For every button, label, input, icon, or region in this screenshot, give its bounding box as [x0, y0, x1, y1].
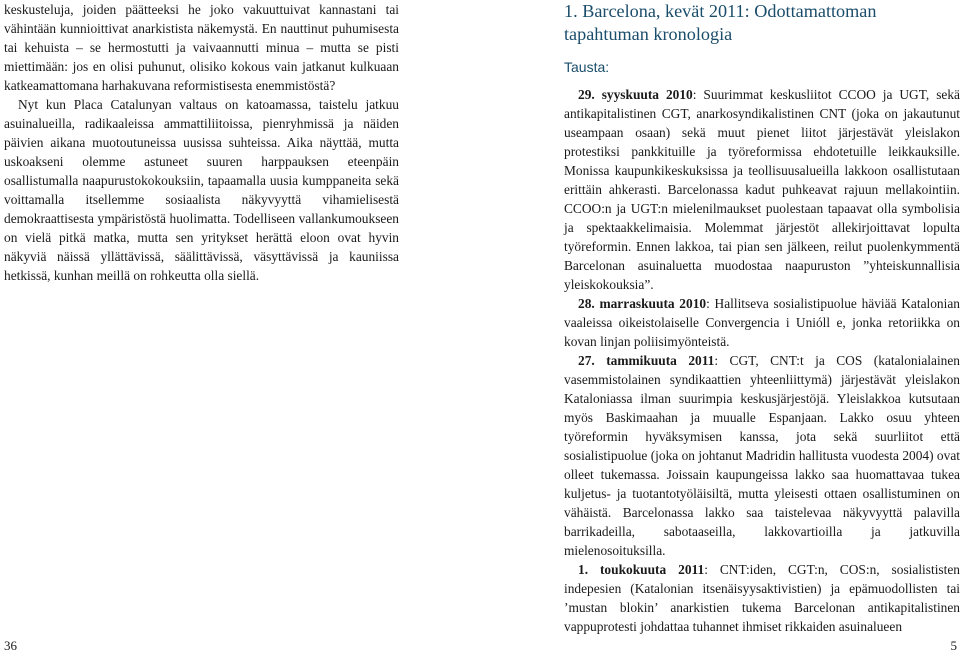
entry-date: 27. tammikuuta 2011 [578, 353, 715, 368]
page-number-left: 36 [4, 638, 17, 653]
entry-date: 28. marraskuuta 2010 [578, 296, 707, 311]
page-number-right: 5 [950, 638, 957, 653]
timeline-entry [564, 294, 960, 351]
paragraph: Nyt kun Placa Catalunyan valtaus on katoamassa, taistelu jatkuu asuinalueilla, radikaaleissa ammattiliitoissa, pienryhmissä ja näiden päivien aikana muotoutuneissa uusissa suhteissa. Aika näyttää, mutta uskoakseni olemme astuneet suuren harppauksen eteenpäin osallistumalla naapurustokokouksiin, tapaamalla uusia kumppaneita sekä voittamalla itsellemme sosiaalista näkyvyyttä vihamielisestä demokraattisesta ympäristöstä huolimatta. Todelliseen vallankumoukseen on vielä pitkä matka, mutta sen yritykset herättä eloon ovat hyvin näkyviä näissä yllättävissä, säälittävissä, väsyttävissä ja kauniissa hetkissä, kunhan meillä on rohkeutta olla siellä. [4, 97, 399, 283]
section-label: Tausta: [564, 59, 610, 75]
timeline-entry [564, 351, 960, 560]
entry-date: 29. syyskuuta 2010 [578, 87, 693, 102]
entry-text: : Hallitseva sosialistipuolue häviää Katalonian vaaleissa oikeistolaiselle Convergencia i Unióll e, jonka retoriikka on kovan linjan poliisimyönteistä. [564, 296, 960, 349]
chapter-title: 1. Barcelona, kevät 2011: Odottamattoman tapahtuman kronologia [564, 1, 877, 44]
right-page [480, 0, 960, 655]
entry-date: 1. toukokuuta 2011 [578, 562, 705, 577]
entry-text: : Suurimmat keskusliitot CCOO ja UGT, sekä antikapitalistinen CGT, anarkosyndikalistinen CNT (joka on jakautunut useampaan osaan) sekä muut pienet liitot järjestävät yleislakon protestiksi pankkituille ja työreformissa ehdotetuille leikkauksille. Monissa kaupunkikeskuksissa ja teollisuusalueilla lakkoon osallistutaan erittäin ahkerasti. Barcelonassa kadut puhkeavat rajuun mellakointiin. CCOO:n ja UGT:n mielenilmaukset puolestaan tapaavat olla symbolisia ja spektaakkelimaisia. Molemmat järjestöt allekirjoittavat lopulta työreformin. Ennen lakkoa, tai pian sen jälkeen, reilut puolenkymmentä Barcelonan asuinaluetta muodostaa naapuruston ”yhteiskunnallisia yleiskokouksia”. [564, 87, 960, 292]
entry-text: : CNT:iden, CGT:n, COS:n, sosialististen indepesien (Katalonian itsenäisyysaktivistien) ja epämuodollisten tai ’mustan blokin’ anarkistien tukema Barcelonan antikapitalistinen vappuprotesti johdattaa tuhannet ihmiset rikkaiden asuinalueen [564, 562, 960, 634]
timeline-entry [564, 560, 960, 636]
right-column-text [564, 0, 960, 636]
timeline-entry [564, 85, 960, 294]
entry-text: : CGT, CNT:t ja COS (katalonialainen vasemmistolainen syndikaattien yhteenliittymä) järjestävät yleislakon Kataloniassa ilman suurimpia keskusjärjestöjä. Yleislakkoa kutsutaan myös Baskimaahan ja muualle Espanjaan. Lakko osuu yhteen työreformin hyväksymisen kanssa, jota sekä suurliitot että sosialistipuolue (joka on johtanut Madridin hallitusta vuodesta 2004) ovat olleet tukemassa. Joissain kaupungeissa lakko saa huomattavaa tukea kuljetus- ja tuotantotyöläisiltä, mutta yleisesti ottaen osallistuminen on vähäistä. Barcelonassa lakko saa taistelevaa näkyvyyttä palavilla barrikadeilla, sabotaaseilla, lakkovartioilla ja jatkuvilla mielenosoituksilla. [564, 353, 960, 558]
left-column-text [4, 0, 399, 285]
paragraph: keskusteluja, joiden päätteeksi he joko vakuuttuivat kannastani tai vähintään kunnioittivat anarkistista näkemystä. En nauttinut puhumisesta tai kehuista – se hermostutti ja vaivaannutti minua – mutta se pisti miettimään: jos en olisi puhunut, olisiko kokous vain jatkanut kulkuaan katkeamattomana harhakuvana reformistisesta enemmistöstä? [4, 2, 399, 93]
